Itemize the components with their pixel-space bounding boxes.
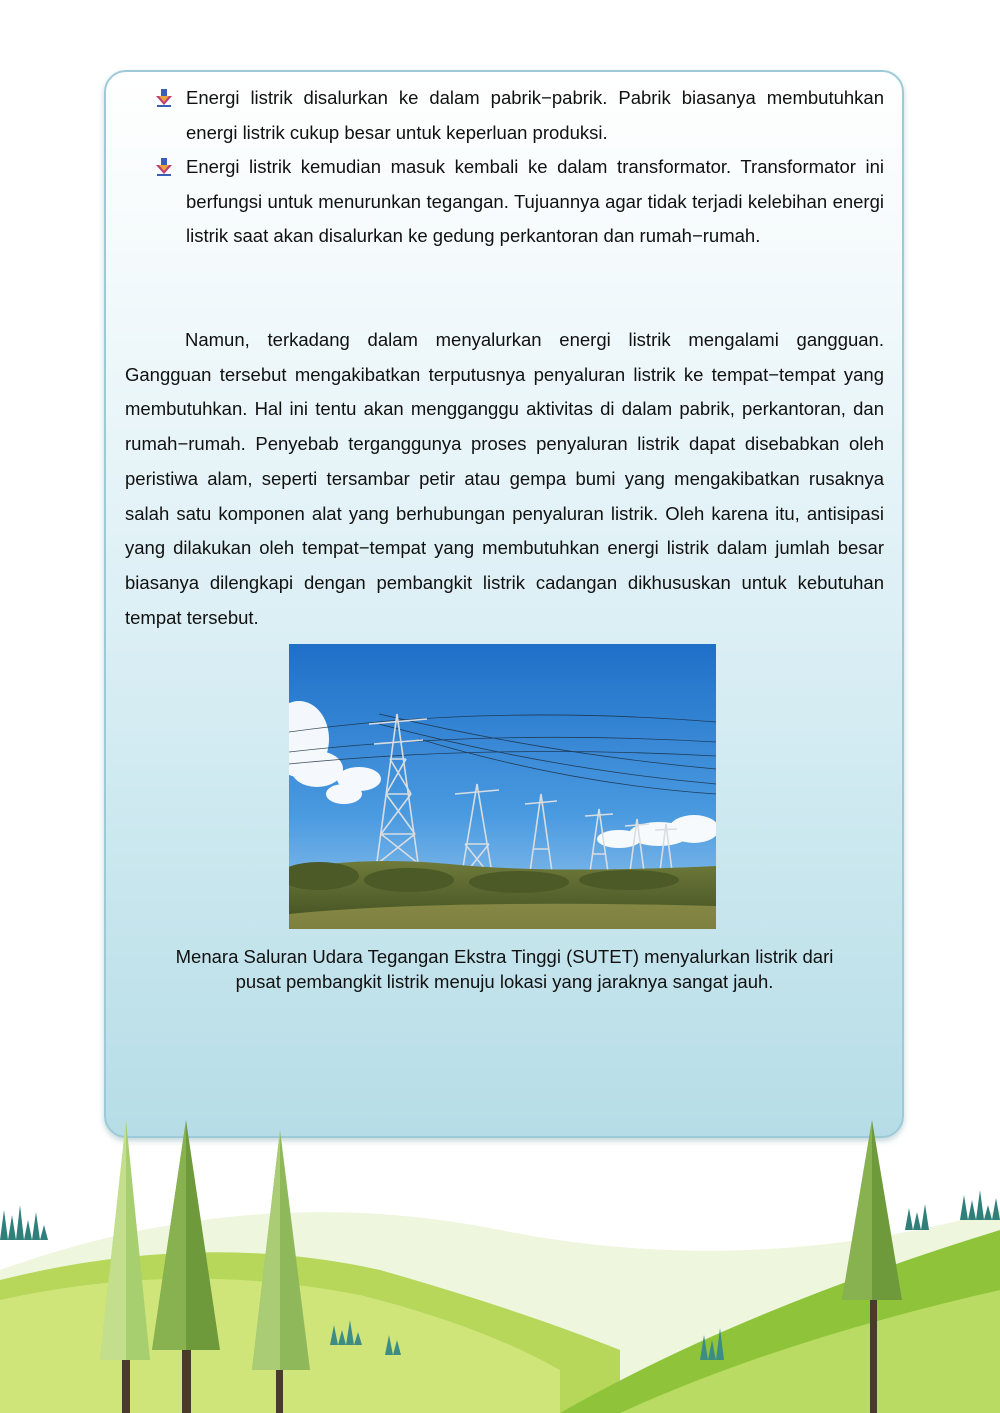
bullet-item [154,81,884,150]
bullet-arrow-icon [154,88,174,108]
body-paragraph: Namun, terkadang dalam menyalurkan energi listrik mengalami gangguan. Gangguan tersebut mengakibatkan terputusnya penyaluran listrik ke tempat−tempat yang membutuhkan. Hal ini tentu akan mengganggu aktivitas di dalam pabrik, perkantoran, dan rumah−rumah. Penyebab terganggunya proses penyaluran listrik dapat disebabkan oleh peristiwa alam, seperti tersambar petir atau gempa bumi yang mengakibatkan rusaknya salah satu komponen alat yang berhubungan penyaluran listrik. Oleh karena itu, antisipasi yang dilakukan oleh tempat−tempat yang membutuhkan energi listrik dalam jumlah besar biasanya dilengkapi dengan pembangkit listrik cadangan dikhususkan untuk kebutuhan tempat tersebut. [125,329,884,628]
sutet-tower-photo [289,644,716,929]
bullet-text: Energi listrik kemudian masuk kembali ke dalam transformator. Transformator ini berfungsi untuk menurunkan tegangan. Tujuannya agar tidak terjadi kelebihan energi listrik saat akan disalurkan ke gedung perkantoran dan rumah−rumah. [186,156,884,246]
landscape-illustration [0,1120,1000,1413]
bullet-arrow-icon [154,157,174,177]
bullet-item [154,150,884,254]
photo-caption [125,944,884,994]
bullet-text: Energi listrik disalurkan ke dalam pabrik−pabrik. Pabrik biasanya membutuhkan energi listrik cukup besar untuk keperluan produksi. [186,87,884,143]
caption-line-1: Menara Saluran Udara Tegangan Ekstra Tinggi (SUTET) menyalurkan listrik dari [175,946,834,967]
caption-line-2: pusat pembangkit listrik menuju lokasi yang jaraknya sangat jauh. [235,971,774,992]
